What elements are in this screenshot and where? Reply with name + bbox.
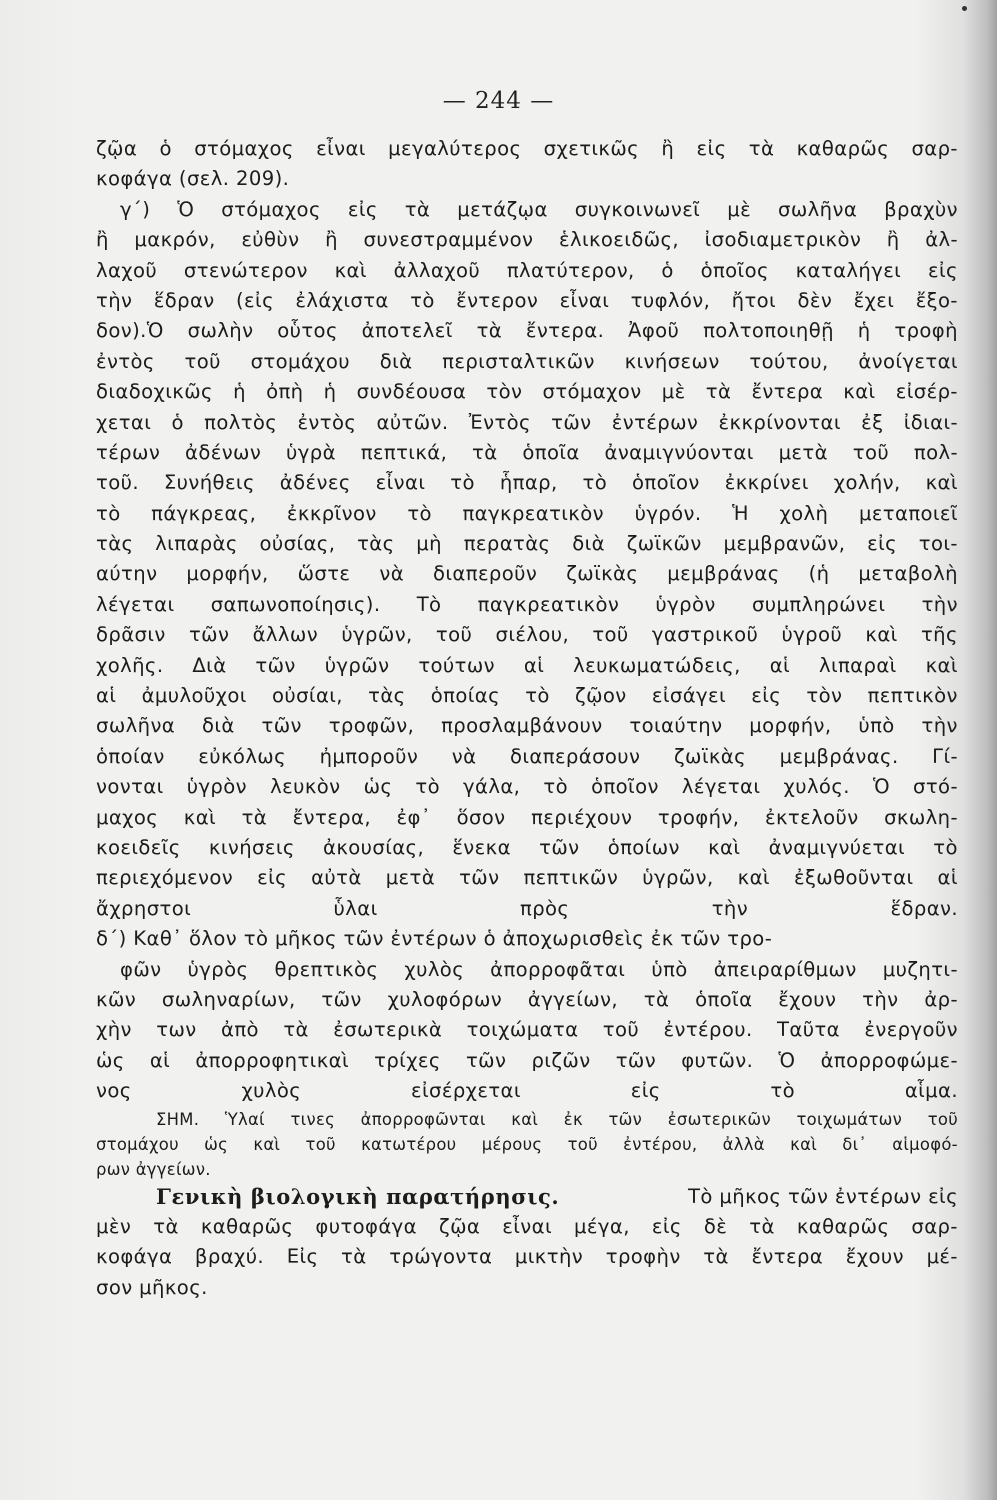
text-line: ζῷα ὁ στόμαχος εἶναι μεγαλύτερος σχετικῶς ἢ εἰς τὰ καθαρῶς σαρ- bbox=[96, 137, 958, 160]
text-line: νος χυλὸς εἰσέρχεται εἰς τὸ αἷμα. bbox=[96, 1079, 958, 1103]
footnote bbox=[96, 1107, 958, 1182]
text-line: νονται ὑγρὸν λευκὸν ὡς τὸ γάλα, τὸ ὁποῖον λέγεται χυλός. Ὁ στό- bbox=[96, 775, 958, 799]
text-line: λέγεται σαπωνοποίησις). Τὸ παγκρεατικὸν ὑγρὸν συμπληρώνει τὴν bbox=[96, 592, 958, 616]
text-line: δ΄) Καθ᾽ ὅλον τὸ μῆκος τῶν ἐντέρων ὁ ἀποχωρισθεὶς ἐκ τῶν τρο- bbox=[96, 927, 773, 951]
text-line: τὴν ἕδραν (εἰς ἐλάχιστα τὸ ἔντερον εἶναι τυφλόν, ἤτοι δὲν ἔχει ἔξο- bbox=[96, 288, 958, 312]
text-line: μαχος καὶ τὰ ἔντερα, ἐφ᾽ ὅσον περιέχουν τροφήν, ἐκτελοῦν σκωλη- bbox=[96, 805, 958, 829]
text-line: χεται ὁ πολτὸς ἐντὸς αὐτῶν. Ἐντὸς τῶν ἐντέρων ἐκκρίνονται ἐξ ἰδιαι- bbox=[96, 410, 958, 434]
heading-line-rest: Τὸ μῆκος τῶν ἐντέρων εἰς bbox=[688, 1184, 958, 1208]
text-line: μὲν τὰ καθαρῶς φυτοφάγα ζῷα εἶναι μέγα, εἰς δὲ τὰ καθαρῶς σαρ- bbox=[96, 1214, 958, 1238]
text-line: περιεχόμενον εἰς αὐτὰ μετὰ τῶν πεπτικῶν ὑγρῶν, καὶ ἐξωθοῦνται αἱ bbox=[96, 866, 958, 890]
text-line: χολῆς. Διὰ τῶν ὑγρῶν τούτων αἱ λευκωματώδεις, αἱ λιπαραὶ καὶ bbox=[96, 653, 958, 677]
section-heading: Γενικὴ βιολογικὴ παρατήρησις. bbox=[156, 1183, 560, 1209]
text-line: τὸ πάγκρεας, ἐκκρῖνον τὸ παγκρεατικὸν ὑγρόν. Ἡ χολὴ μεταποιεῖ bbox=[96, 501, 958, 525]
text-line: αύτην μορφήν, ὥστε νὰ διαπεροῦν ζωϊκὰς μεμβράνας (ἡ μεταβολὴ bbox=[96, 562, 958, 586]
text-line: σον μῆκος. bbox=[96, 1275, 208, 1299]
text-line: ὡς αἱ ἀπορροφητικαὶ τρίχες τῶν ριζῶν τῶν φυτῶν. Ὁ ἀπορροφώμε- bbox=[96, 1048, 958, 1072]
page-number: — 244 — bbox=[442, 88, 555, 114]
text-line: ρων ἀγγείων. bbox=[96, 1159, 211, 1179]
text-line: στομάχου ὡς καὶ τοῦ κατωτέρου μέρους τοῦ ἐντέρου, ἀλλὰ καὶ δι᾽ αἱμοφό- bbox=[96, 1134, 958, 1154]
text-line: γ΄) Ὁ στόμαχος εἰς τὰ μετάζῳα συγκοινωνεῖ μὲ σωλῆνα βραχὺν bbox=[120, 197, 958, 221]
ink-speck bbox=[962, 6, 967, 11]
text-line: κοφάγα (σελ. 209). bbox=[96, 167, 290, 191]
text-line: δον).Ὁ σωλὴν οὗτος ἀποτελεῖ τὰ ἔντερα. Ἀφοῦ πολτοποιηθῇ ἡ τροφὴ bbox=[96, 319, 958, 343]
text-line: ἐντὸς τοῦ στομάχου διὰ περισταλτικῶν κινήσεων τούτου, ἀνοίγεται bbox=[96, 349, 958, 373]
text-line: ΣΗΜ. Ὑλαί τινες ἀπορροφῶνται καὶ ἐκ τῶν ἐσωτερικῶν τοιχωμάτων τοῦ bbox=[156, 1109, 958, 1129]
text-line: σωλῆνα διὰ τῶν τροφῶν, προσλαμβάνουν τοιαύτην μορφήν, ὑπὸ τὴν bbox=[96, 714, 958, 738]
text-line: αἱ ἀμυλοῦχοι οὐσίαι, τὰς ὁποίας τὸ ζῷον εἰσάγει εἰς τὸν πεπτικὸν bbox=[96, 684, 958, 708]
text-line: κοφάγα βραχύ. Εἰς τὰ τρώγοντα μικτὴν τροφὴν τὰ ἔντερα ἔχουν μέ- bbox=[96, 1245, 958, 1269]
heading-line bbox=[96, 1182, 958, 1212]
text-line: φῶν ὑγρὸς θρεπτικὸς χυλὸς ἀπορροφᾶται ὑπὸ ἀπειραρίθμων μυζητι- bbox=[120, 957, 958, 981]
text-line: δρᾶσιν τῶν ἄλλων ὑγρῶν, τοῦ σιέλου, τοῦ γαστρικοῦ ὑγροῦ καὶ τῆς bbox=[96, 623, 958, 647]
text-line: λαχοῦ στενώτερον καὶ ἀλλαχοῦ πλατύτερον, ὁ ὁποῖος καταλήγει εἰς bbox=[96, 258, 958, 282]
text-line: διαδοχικῶς ἡ ὀπὴ ἡ συνδέουσα τὸν στόμαχον μὲ τὰ ἔντερα καὶ εἰσέρ- bbox=[96, 380, 958, 404]
text-line: τέρων ἀδένων ὑγρὰ πεπτικά, τὰ ὁποῖα ἀναμιγνύονται μετὰ τοῦ πολ- bbox=[96, 440, 958, 464]
text-line: ὁποίαν εὐκόλως ἠμποροῦν νὰ διαπεράσουν ζωϊκὰς μεμβράνας. Γί- bbox=[96, 744, 958, 768]
text-line: χὴν των ἀπὸ τὰ ἐσωτερικὰ τοιχώματα τοῦ ἐντέρου. Ταῦτα ἐνεργοῦν bbox=[96, 1018, 958, 1042]
body-text bbox=[96, 134, 958, 1303]
text-line: τοῦ. Συνήθεις ἀδένες εἶναι τὸ ἧπαρ, τὸ ὁποῖον ἐκκρίνει χολήν, καὶ bbox=[96, 471, 958, 495]
text-line: ἢ μακρόν, εὐθὺν ἢ συνεστραμμένον ἑλικοειδῶς, ἰσοδιαμετρικὸν ἢ ἀλ- bbox=[96, 228, 958, 252]
text-line: κοειδεῖς κινήσεις ἀκουσίας, ἕνεκα τῶν ὁποίων καὶ ἀναμιγνύεται τὸ bbox=[96, 835, 958, 859]
main-paragraphs bbox=[96, 134, 958, 1107]
text-line: τὰς λιπαρὰς οὐσίας, τὰς μὴ περατὰς διὰ ζωϊκῶν μεμβρανῶν, εἰς τοι- bbox=[96, 532, 958, 556]
binding-shadow bbox=[963, 0, 997, 1500]
final-paragraph bbox=[96, 1212, 958, 1303]
text-line: ἄχρηστοι ὗλαι πρὸς τὴν ἕδραν. bbox=[96, 896, 958, 920]
text-line: κῶν σωληναρίων, τῶν χυλοφόρων ἀγγείων, τὰ ὁποῖα ἔχουν τὴν ἀρ- bbox=[96, 987, 958, 1011]
